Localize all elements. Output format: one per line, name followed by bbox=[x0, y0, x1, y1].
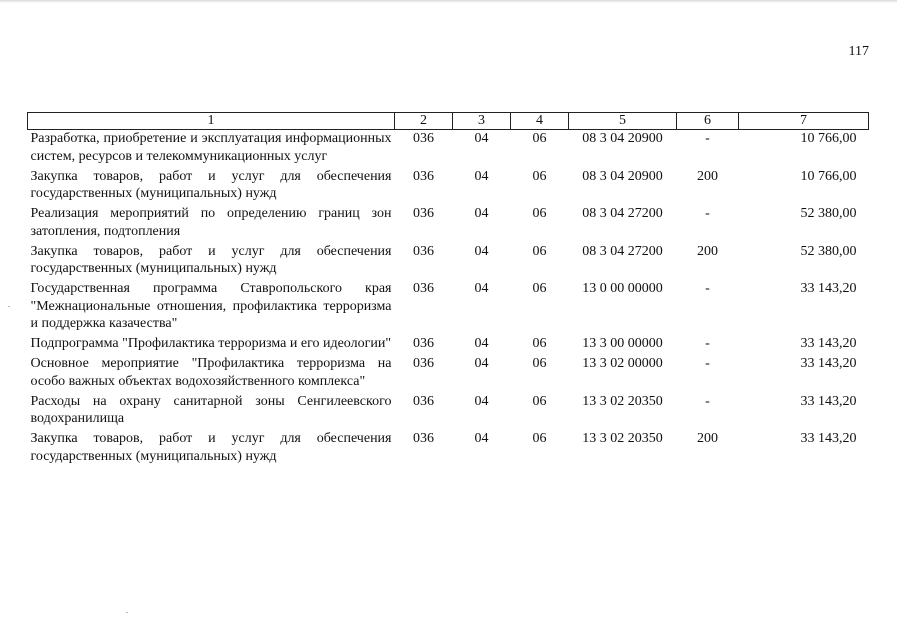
row-amount: 52 380,00 bbox=[800, 243, 857, 259]
row-amount: 10 766,00 bbox=[800, 168, 857, 184]
row-expense-type: - bbox=[705, 206, 710, 221]
table-row bbox=[28, 280, 869, 335]
row-amount: 33 143,20 bbox=[800, 336, 857, 351]
row-expense-type: - bbox=[705, 336, 710, 351]
row-subsection: 06 bbox=[532, 206, 547, 221]
table-row bbox=[28, 430, 869, 468]
row-amount: 33 143,20 bbox=[800, 431, 857, 446]
row-target-item: 08 3 04 20900 bbox=[582, 131, 663, 146]
row-section: 04 bbox=[474, 206, 489, 221]
row-subsection: 06 bbox=[532, 281, 547, 296]
row-subsection: 06 bbox=[532, 431, 547, 446]
row-target-item: 08 3 04 27200 bbox=[582, 206, 663, 221]
row-expense-type: - bbox=[705, 131, 710, 146]
row-expense-type: 200 bbox=[697, 243, 718, 259]
row-description: Подпрограмма "Профилактика терроризма и его идеологии" bbox=[30, 336, 392, 351]
row-subsection: 06 bbox=[532, 243, 547, 259]
row-amount: 33 143,20 bbox=[800, 356, 857, 371]
row-subsection: 06 bbox=[532, 393, 547, 409]
row-amount: 33 143,20 bbox=[800, 281, 857, 296]
row-ministry: 036 bbox=[413, 281, 434, 296]
table-row bbox=[28, 205, 869, 243]
page-number: 117 bbox=[848, 44, 869, 59]
header-row bbox=[28, 113, 869, 130]
row-target-item: 13 3 02 20350 bbox=[582, 431, 663, 446]
row-section: 04 bbox=[474, 281, 489, 296]
table-row bbox=[28, 243, 869, 281]
table-row bbox=[28, 393, 869, 431]
row-subsection: 06 bbox=[532, 336, 547, 351]
row-amount: 10 766,00 bbox=[800, 131, 857, 146]
row-subsection: 06 bbox=[532, 131, 547, 146]
row-target-item: 13 3 02 00000 bbox=[582, 356, 663, 371]
row-section: 04 bbox=[474, 356, 489, 371]
row-target-item: 13 3 02 20350 bbox=[582, 393, 663, 409]
row-ministry: 036 bbox=[413, 431, 434, 446]
scan-speck bbox=[126, 612, 128, 613]
row-ministry: 036 bbox=[413, 336, 434, 351]
row-expense-type: - bbox=[705, 393, 710, 409]
column-header: 1 bbox=[28, 113, 395, 130]
row-description: Расходы на охрану санитарной зоны Сенгилеевского водохранилища bbox=[30, 393, 392, 426]
scan-edge bbox=[0, 0, 897, 3]
row-amount: 33 143,20 bbox=[800, 393, 857, 409]
table-row bbox=[28, 168, 869, 206]
row-description: Реализация мероприятий по определению границ зон затопления, подтопления bbox=[30, 206, 392, 239]
row-description: Закупка товаров, работ и услуг для обеспечения государственных (муниципальных) нужд bbox=[30, 243, 392, 276]
column-header: 2 bbox=[395, 113, 453, 130]
row-expense-type: - bbox=[705, 281, 710, 296]
row-ministry: 036 bbox=[413, 168, 434, 184]
column-header: 3 bbox=[453, 113, 511, 130]
row-target-item: 08 3 04 20900 bbox=[582, 168, 663, 184]
row-ministry: 036 bbox=[413, 206, 434, 221]
budget-table bbox=[27, 112, 869, 468]
row-description: Разработка, приобретение и эксплуатация информационных систем, ресурсов и телекоммуникационных услуг bbox=[30, 131, 392, 164]
row-section: 04 bbox=[474, 393, 489, 409]
row-description: Закупка товаров, работ и услуг для обеспечения государственных (муниципальных) нужд bbox=[30, 431, 392, 464]
row-section: 04 bbox=[474, 243, 489, 259]
row-target-item: 13 0 00 00000 bbox=[582, 281, 663, 296]
row-amount: 52 380,00 bbox=[800, 206, 857, 221]
column-header: 6 bbox=[677, 113, 739, 130]
table-row bbox=[28, 130, 869, 168]
table-row bbox=[28, 335, 869, 355]
row-section: 04 bbox=[474, 168, 489, 184]
row-section: 04 bbox=[474, 131, 489, 146]
row-expense-type: - bbox=[705, 356, 710, 371]
row-description: Государственная программа Ставропольского края "Межнациональные отношения, профилактика терроризма и поддержка казачества" bbox=[30, 281, 392, 331]
row-expense-type: 200 bbox=[697, 431, 718, 446]
row-section: 04 bbox=[474, 336, 489, 351]
table-row bbox=[28, 355, 869, 393]
row-ministry: 036 bbox=[413, 393, 434, 409]
column-header: 4 bbox=[511, 113, 569, 130]
row-subsection: 06 bbox=[532, 168, 547, 184]
row-target-item: 08 3 04 27200 bbox=[582, 243, 663, 259]
row-ministry: 036 bbox=[413, 243, 434, 259]
row-expense-type: 200 bbox=[697, 168, 718, 184]
column-header: 7 bbox=[739, 113, 869, 130]
row-ministry: 036 bbox=[413, 356, 434, 371]
row-ministry: 036 bbox=[413, 131, 434, 146]
scan-speck bbox=[8, 306, 10, 307]
column-header: 5 bbox=[569, 113, 677, 130]
row-section: 04 bbox=[474, 431, 489, 446]
row-target-item: 13 3 00 00000 bbox=[582, 336, 663, 351]
row-subsection: 06 bbox=[532, 356, 547, 371]
row-description: Закупка товаров, работ и услуг для обеспечения государственных (муниципальных) нужд bbox=[30, 168, 392, 201]
row-description: Основное мероприятие "Профилактика терроризма на особо важных объектах водохозяйственного комплекса" bbox=[30, 356, 392, 389]
